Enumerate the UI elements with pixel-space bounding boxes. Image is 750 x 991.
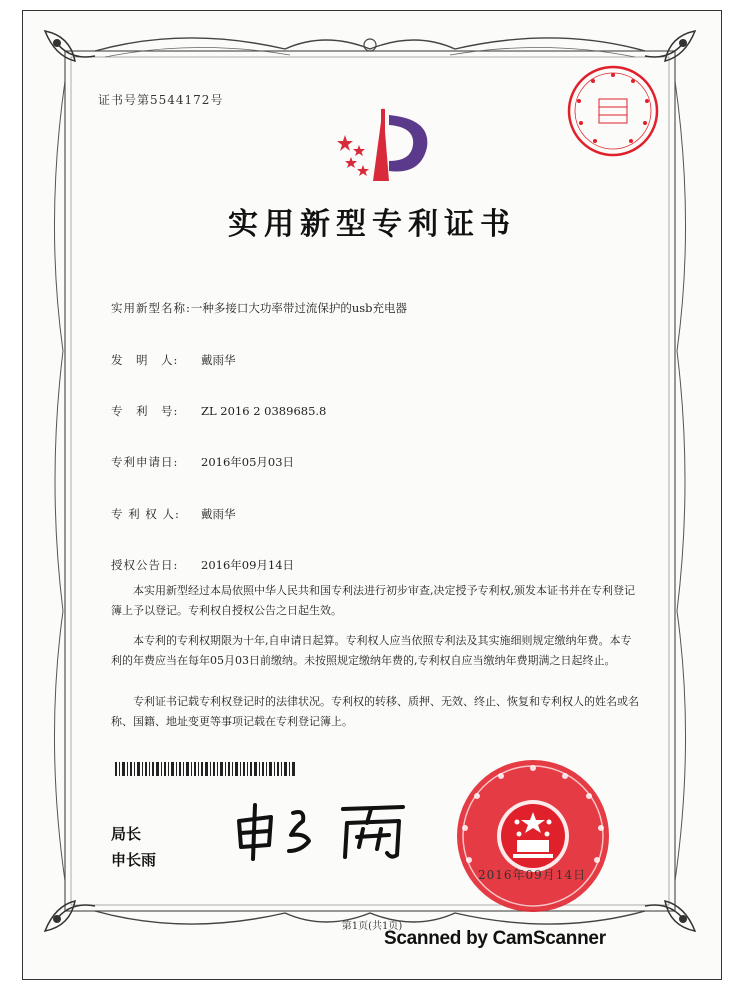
- field-inventor: [111, 352, 236, 368]
- field-value: ZL 2016 2 0389685.8: [201, 404, 327, 418]
- field-filing-date: [111, 454, 294, 470]
- field-value: 一种多接口大功率带过流保护的usb充电器: [190, 301, 408, 315]
- field-label: 专 利 权 人:: [111, 507, 180, 521]
- director-name: 申长雨: [111, 851, 157, 869]
- camscanner-watermark: Scanned by CamScanner: [384, 928, 606, 949]
- director-title: 局长: [111, 825, 142, 843]
- field-label: 实用新型名称:: [111, 301, 191, 315]
- field-grant-date: [111, 557, 294, 573]
- certificate-page: [22, 10, 722, 980]
- certificate-number: 证书号第5544172号: [98, 93, 224, 107]
- top-seal-stamp: [563, 61, 663, 161]
- paragraph-grant-statement: 本实用新型经过本局依照中华人民共和国专利法进行初步审查,决定授予专利权,颁发本证书并在专利登记簿上予以登记。专利权自授权公告之日起生效。: [111, 584, 635, 617]
- field-label: 专 利 号:: [111, 404, 179, 418]
- seal-date: 2016年09月14日: [478, 868, 587, 882]
- field-utility-model-name: [111, 300, 407, 316]
- patent-office-emblem-icon: [323, 101, 433, 191]
- certificate-title: 实用新型专利证书: [228, 207, 516, 242]
- field-patentee: [111, 506, 236, 522]
- barcode: [115, 761, 295, 775]
- handwritten-signature: [231, 801, 411, 861]
- field-label: 授权公告日:: [111, 558, 179, 572]
- field-label: 专利申请日:: [111, 455, 179, 469]
- field-label: 发 明 人:: [111, 353, 179, 367]
- page-number: 第1页(共1页): [341, 921, 403, 932]
- field-value: 2016年09月14日: [201, 558, 295, 572]
- paragraph-term-and-fees: 本专利的专利权期限为十年,自申请日起算。专利权人应当依照专利法及其实施细则规定缴纳年费。本专利的年费应当在每年05月03日前缴纳。未按照规定缴纳年费的,专利权自应当缴纳年费期满之日起终止。: [111, 634, 632, 667]
- field-value: 戴雨华: [201, 353, 236, 367]
- paragraph-legal-status: 专利证书记载专利权登记时的法律状况。专利权的转移、质押、无效、终止、恢复和专利权人的姓名或名称、国籍、地址变更等事项记载在专利登记簿上。: [111, 695, 639, 728]
- field-value: 2016年05月03日: [201, 455, 295, 469]
- official-seal-stamp: [453, 756, 613, 916]
- field-patent-number: [111, 403, 326, 419]
- field-value: 戴雨华: [201, 507, 236, 521]
